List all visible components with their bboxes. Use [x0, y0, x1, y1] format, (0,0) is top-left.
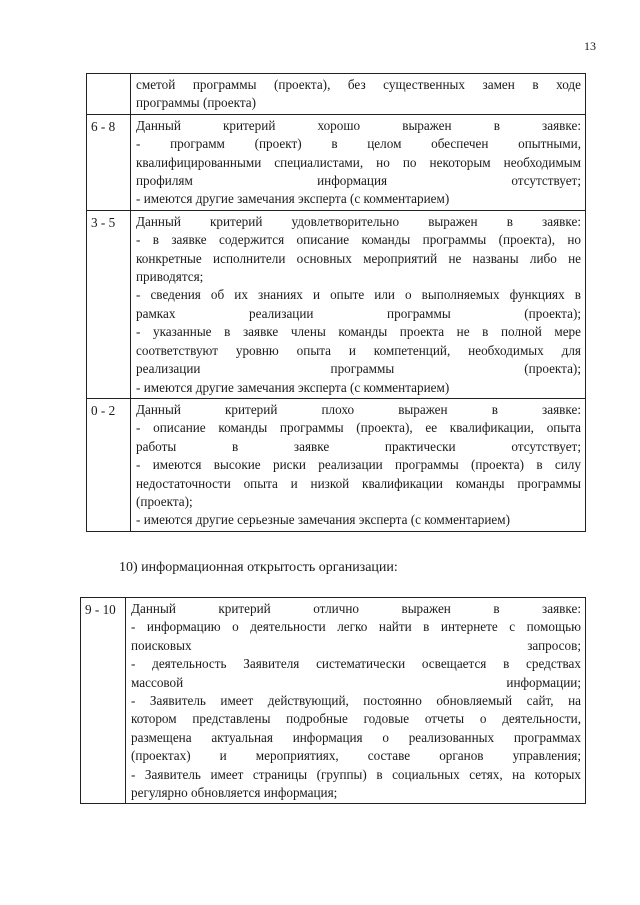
description-line: конкретные исполнители основных мероприятий не названы либо не: [136, 250, 581, 266]
criteria-row: [87, 74, 586, 115]
criteria-row: [87, 114, 586, 210]
criteria-description-cell: [131, 114, 586, 210]
description-line: - информацию о деятельности легко найти в интернете с помощью: [131, 619, 581, 635]
description-line: котором представлены подробные годовые отчеты о деятельности,: [131, 711, 581, 727]
description-line: приводятся;: [136, 269, 204, 285]
description-line: (проектах) и мероприятиях, составе органов управления;: [131, 748, 581, 764]
description-line: сметой программы (проекта), без существенных замен в ходе: [136, 77, 581, 92]
section-heading: 10) информационная открытость организации:: [119, 560, 398, 575]
criteria-row: [87, 398, 586, 531]
description-line: - Заявитель имеет страницы (группы) в социальных сетях, на которых: [131, 766, 581, 782]
score-range-cell: 6 - 8: [87, 114, 131, 210]
description-line: Данный критерий отлично выражен в заявке:: [131, 601, 581, 616]
description-line: размещена актуальная информация о реализованных программах: [131, 729, 581, 745]
description-line: - деятельность Заявителя систематически освещается в средствах: [131, 656, 581, 672]
criteria-row: [81, 598, 586, 804]
score-range-cell: 3 - 5: [87, 210, 131, 398]
description-line: - сведения об их знаниях и опыте или о выполняемых функциях в: [136, 287, 581, 303]
criteria-description-cell: [131, 74, 586, 115]
score-range-cell: [87, 74, 131, 115]
criteria-description-cell: [126, 598, 586, 804]
description-line: - программ (проект) в целом обеспечен опытными,: [136, 136, 581, 152]
criteria-table-openness: [80, 597, 586, 804]
criteria-table-team-body: [87, 74, 586, 532]
description-line: - указанные в заявке члены команды проекта не в полной мере: [136, 324, 581, 340]
description-line: работы в заявке практически отсутствует;: [136, 438, 581, 454]
description-line: - имеются другие замечания эксперта (с комментарием): [136, 191, 450, 207]
description-line: - имеются другие замечания эксперта (с комментарием): [136, 379, 450, 395]
criteria-description-cell: [131, 398, 586, 531]
description-line: массовой информации;: [131, 674, 581, 690]
description-line: Данный критерий удовлетворительно выражен в заявке:: [136, 213, 581, 229]
description-line: - имеются высокие риски реализации программы (проекта) в силу: [136, 457, 581, 473]
criteria-description-cell: [131, 210, 586, 398]
description-line: - в заявке содержится описание команды программы (проекта), но: [136, 232, 581, 248]
criteria-table-openness-body: [81, 598, 586, 804]
description-line: поисковых запросов;: [131, 637, 581, 653]
description-line: - имеются другие серьезные замечания эксперта (с комментарием): [136, 512, 511, 528]
description-line: - описание команды программы (проекта), ее квалификации, опыта: [136, 420, 581, 436]
description-line: регулярно обновляется информация;: [131, 785, 338, 801]
description-line: (проекта);: [136, 493, 193, 509]
description-line: Данный критерий хорошо выражен в заявке:: [136, 117, 581, 133]
criteria-table-team: [86, 73, 586, 532]
description-line: квалифицированными специалистами, но по некоторым необходимым: [136, 154, 581, 170]
criteria-row: [87, 210, 586, 398]
page-number: 13: [584, 39, 596, 53]
description-line: реализации программы (проекта);: [136, 361, 581, 377]
description-line: недостаточности опыта и низкой квалификации команды программы: [136, 475, 581, 491]
description-line: профилям информация отсутствует;: [136, 173, 581, 189]
description-line: соответствуют уровню опыта и компетенций, необходимых для: [136, 342, 581, 358]
score-range-cell: 0 - 2: [87, 398, 131, 531]
description-line: - Заявитель имеет действующий, постоянно обновляемый сайт, на: [131, 693, 581, 709]
description-line: рамках реализации программы (проекта);: [136, 305, 581, 321]
score-range-cell: 9 - 10: [81, 598, 126, 804]
description-line: программы (проекта): [136, 95, 257, 111]
description-line: Данный критерий плохо выражен в заявке:: [136, 401, 581, 417]
